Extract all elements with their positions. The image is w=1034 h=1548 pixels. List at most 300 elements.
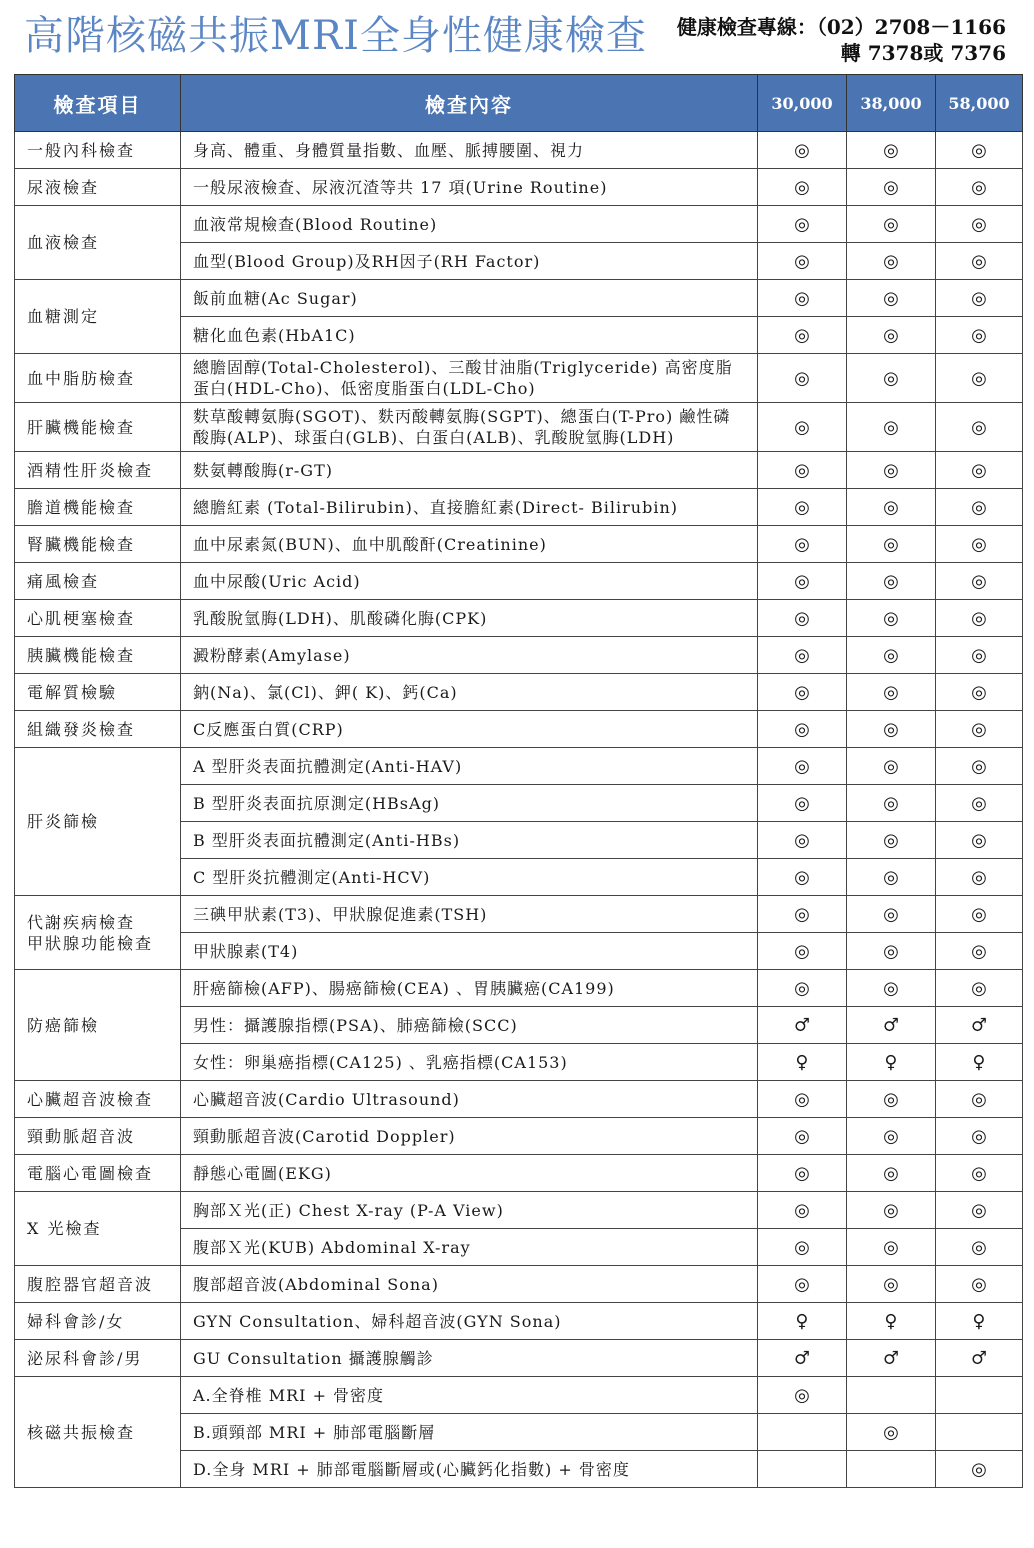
page-header: [0, 0, 1034, 74]
package-mark-cell-3: [936, 1192, 1023, 1229]
table-row: [15, 169, 1023, 206]
exam-item-label: 胰臟機能檢查: [27, 645, 136, 665]
included-icon: ◎: [883, 459, 899, 481]
included-icon: ◎: [794, 1199, 810, 1221]
package-mark-cell-1: [758, 1266, 847, 1303]
package-mark-cell-1: [758, 785, 847, 822]
package-mark-cell-2: [847, 785, 936, 822]
included-icon: ◎: [971, 176, 987, 198]
included-icon: ◎: [971, 1273, 987, 1295]
table-row: [15, 452, 1023, 489]
exam-item-label: 甲狀腺功能檢查: [27, 933, 154, 953]
package-mark-cell-1: [758, 280, 847, 317]
package-mark-cell-2: [847, 280, 936, 317]
package-mark-cell-3: [936, 1303, 1023, 1340]
package-mark-cell-1: [758, 711, 847, 748]
package-mark-cell-3: [936, 1155, 1023, 1192]
exam-content-cell: A.全脊椎 MRI + 骨密度: [181, 1377, 758, 1414]
male-icon: ♂: [970, 1347, 988, 1369]
package-mark-cell-1: [758, 1044, 847, 1081]
package-mark-cell-2: [847, 1081, 936, 1118]
exam-content-cell: 總膽固醇(Total-Cholesterol)、三酸甘油脂(Triglyceride) 高密度脂蛋白(HDL-Cho)、低密度脂蛋白(LDL-Cho): [181, 354, 758, 403]
table-row: [15, 674, 1023, 711]
exam-item-label: 代謝疾病檢查: [27, 912, 136, 932]
exam-item-cell: [15, 1340, 181, 1377]
exam-item-cell: [15, 674, 181, 711]
package-mark-cell-2: [847, 637, 936, 674]
exam-item-label: 腹腔器官超音波: [27, 1274, 154, 1294]
package-mark-cell-3: [936, 1081, 1023, 1118]
male-icon: ♂: [882, 1014, 900, 1036]
exam-item-label: 酒精性肝炎檢查: [27, 460, 154, 480]
exam-content-cell: 澱粉酵素(Amylase): [181, 637, 758, 674]
male-icon: ♂: [970, 1014, 988, 1036]
package-mark-cell-2: [847, 1044, 936, 1081]
exam-item-cell: [15, 1266, 181, 1303]
included-icon: ◎: [794, 977, 810, 999]
table-row: [15, 132, 1023, 169]
table-row: [15, 1266, 1023, 1303]
exam-content-cell: 三碘甲狀素(T3)、甲狀腺促進素(TSH): [181, 896, 758, 933]
package-mark-cell-3: [936, 1340, 1023, 1377]
table-row: [15, 1340, 1023, 1377]
exam-item-cell: [15, 970, 181, 1081]
exam-content-cell: B.頭頸部 MRI + 肺部電腦斷層: [181, 1414, 758, 1451]
table-header-row: [15, 75, 1023, 132]
table-row: [15, 403, 1023, 452]
included-icon: ◎: [883, 533, 899, 555]
exam-item-cell: [15, 563, 181, 600]
included-icon: ◎: [794, 416, 810, 438]
exam-item-cell: [15, 896, 181, 970]
included-icon: ◎: [883, 213, 899, 235]
package-mark-cell-3: [936, 674, 1023, 711]
table-row: [15, 600, 1023, 637]
package-mark-cell-3: [936, 169, 1023, 206]
included-icon: ◎: [794, 792, 810, 814]
package-mark-cell-2: [847, 711, 936, 748]
package-mark-cell-2: [847, 822, 936, 859]
package-mark-cell-1: [758, 1414, 847, 1451]
table-row: [15, 206, 1023, 243]
male-icon: ♂: [793, 1347, 811, 1369]
included-icon: ◎: [883, 496, 899, 518]
exam-item-cell: [15, 403, 181, 452]
page-title: 高階核磁共振MRI全身性健康檢查: [24, 13, 647, 59]
exam-content-cell: 乳酸脫氫脢(LDH)、肌酸磷化脢(CPK): [181, 600, 758, 637]
exam-content-cell: C反應蛋白質(CRP): [181, 711, 758, 748]
exam-content-cell: 血中尿酸(Uric Acid): [181, 563, 758, 600]
included-icon: ◎: [971, 287, 987, 309]
package-mark-cell-1: [758, 132, 847, 169]
exam-item-label: 血中脂肪檢查: [27, 368, 136, 388]
exam-item-label: 血液檢查: [27, 233, 100, 252]
exam-item-label: 防癌篩檢: [27, 1015, 100, 1035]
included-icon: ◎: [971, 940, 987, 962]
package-mark-cell-3: [936, 1229, 1023, 1266]
package-mark-cell-2: [847, 132, 936, 169]
included-icon: ◎: [883, 829, 899, 851]
table-row: [15, 1377, 1023, 1414]
included-icon: ◎: [971, 1088, 987, 1110]
male-icon: ♂: [882, 1347, 900, 1369]
package-mark-cell-3: [936, 637, 1023, 674]
included-icon: ◎: [971, 903, 987, 925]
included-icon: ◎: [971, 977, 987, 999]
table-row: [15, 280, 1023, 317]
exam-content-cell: A 型肝炎表面抗體測定(Anti-HAV): [181, 748, 758, 785]
package-mark-cell-3: [936, 748, 1023, 785]
included-icon: ◎: [971, 607, 987, 629]
package-mark-cell-1: [758, 354, 847, 403]
package-mark-cell-2: [847, 526, 936, 563]
included-icon: ◎: [883, 139, 899, 161]
included-icon: ◎: [883, 1236, 899, 1258]
exam-item-label: 肝炎篩檢: [27, 812, 100, 831]
package-mark-cell-1: [758, 1155, 847, 1192]
included-icon: ◎: [883, 940, 899, 962]
package-mark-cell-2: [847, 1340, 936, 1377]
exam-content-cell: 心臟超音波(Cardio Ultrasound): [181, 1081, 758, 1118]
included-icon: ◎: [883, 1162, 899, 1184]
column-header-price-1: 30,000: [758, 75, 847, 132]
exam-item-label: 痛風檢查: [27, 571, 100, 591]
package-mark-cell-1: [758, 403, 847, 452]
package-mark-cell-3: [936, 206, 1023, 243]
included-icon: ◎: [794, 940, 810, 962]
male-icon: ♂: [793, 1014, 811, 1036]
package-mark-cell-2: [847, 489, 936, 526]
included-icon: ◎: [883, 250, 899, 272]
package-mark-cell-1: [758, 748, 847, 785]
package-mark-cell-3: [936, 403, 1023, 452]
included-icon: ◎: [883, 755, 899, 777]
included-icon: ◎: [794, 681, 810, 703]
package-mark-cell-2: [847, 674, 936, 711]
included-icon: ◎: [971, 755, 987, 777]
package-mark-cell-2: [847, 933, 936, 970]
exam-content-cell: GYN Consultation、婦科超音波(GYN Sona): [181, 1303, 758, 1340]
table-row: [15, 970, 1023, 1007]
exam-item-label: 肝臟機能檢查: [27, 417, 136, 437]
table-row: [15, 1303, 1023, 1340]
package-mark-cell-3: [936, 1044, 1023, 1081]
exam-item-cell: [15, 1155, 181, 1192]
package-mark-cell-2: [847, 1155, 936, 1192]
package-mark-cell-3: [936, 600, 1023, 637]
package-mark-cell-3: [936, 132, 1023, 169]
package-mark-cell-1: [758, 600, 847, 637]
exam-item-label: 尿液檢查: [27, 177, 100, 197]
included-icon: ◎: [883, 718, 899, 740]
package-mark-cell-2: [847, 403, 936, 452]
package-mark-cell-1: [758, 243, 847, 280]
exam-item-label: 心肌梗塞檢查: [27, 608, 136, 628]
included-icon: ◎: [971, 139, 987, 161]
female-icon: ♀: [972, 1310, 986, 1332]
exam-item-label: 腎臟機能檢查: [27, 534, 136, 554]
exam-content-cell: 飯前血糖(Ac Sugar): [181, 280, 758, 317]
included-icon: ◎: [883, 1199, 899, 1221]
package-mark-cell-2: [847, 1414, 936, 1451]
exam-item-label: 組織發炎檢查: [27, 719, 136, 739]
package-mark-cell-2: [847, 1377, 936, 1414]
package-mark-cell-2: [847, 243, 936, 280]
included-icon: ◎: [794, 1125, 810, 1147]
exam-content-cell: 胸部Ｘ光(正) Chest X-ray (P-A View): [181, 1192, 758, 1229]
included-icon: ◎: [883, 1421, 899, 1443]
package-mark-cell-1: [758, 822, 847, 859]
package-mark-cell-3: [936, 243, 1023, 280]
package-mark-cell-2: [847, 1192, 936, 1229]
package-mark-cell-3: [936, 822, 1023, 859]
included-icon: ◎: [971, 250, 987, 272]
exam-item-label: 電腦心電圖檢查: [27, 1163, 154, 1183]
included-icon: ◎: [883, 416, 899, 438]
included-icon: ◎: [971, 1458, 987, 1480]
exam-content-cell: C 型肝炎抗體測定(Anti-HCV): [181, 859, 758, 896]
package-mark-cell-3: [936, 785, 1023, 822]
exam-content-cell: 血中尿素氮(BUN)、血中肌酸酐(Creatinine): [181, 526, 758, 563]
package-mark-cell-3: [936, 526, 1023, 563]
included-icon: ◎: [971, 367, 987, 389]
included-icon: ◎: [794, 1236, 810, 1258]
included-icon: ◎: [794, 644, 810, 666]
exam-content-cell: 總膽紅素 (Total-Bilirubin)、直接膽紅素(Direct- Bilirubin): [181, 489, 758, 526]
exam-item-cell: [15, 1377, 181, 1488]
included-icon: ◎: [794, 459, 810, 481]
exam-item-label: 核磁共振檢查: [27, 1422, 136, 1442]
package-mark-cell-3: [936, 970, 1023, 1007]
package-mark-cell-2: [847, 354, 936, 403]
included-icon: ◎: [883, 607, 899, 629]
table-row: [15, 563, 1023, 600]
package-mark-cell-2: [847, 970, 936, 1007]
included-icon: ◎: [971, 324, 987, 346]
package-mark-cell-3: [936, 452, 1023, 489]
table-row: [15, 526, 1023, 563]
package-mark-cell-2: [847, 169, 936, 206]
exam-content-cell: 鈉(Na)、氯(Cl)、鉀( K)、鈣(Ca): [181, 674, 758, 711]
exam-item-label: 心臟超音波檢查: [27, 1089, 154, 1109]
table-row: [15, 637, 1023, 674]
package-mark-cell-1: [758, 489, 847, 526]
exam-item-cell: [15, 1303, 181, 1340]
exam-content-cell: 血液常規檢查(Blood Routine): [181, 206, 758, 243]
included-icon: ◎: [971, 213, 987, 235]
package-mark-cell-1: [758, 933, 847, 970]
table-row: [15, 711, 1023, 748]
exam-item-cell: [15, 1118, 181, 1155]
exam-content-cell: 靜態心電圖(EKG): [181, 1155, 758, 1192]
checkup-table: [14, 74, 1023, 1488]
column-header-content: 檢查內容: [181, 75, 758, 132]
package-mark-cell-2: [847, 1118, 936, 1155]
exam-item-label: 泌尿科會診/男: [27, 1348, 143, 1368]
included-icon: ◎: [971, 496, 987, 518]
exam-content-cell: 甲狀腺素(T4): [181, 933, 758, 970]
package-mark-cell-3: [936, 354, 1023, 403]
package-mark-cell-2: [847, 859, 936, 896]
package-mark-cell-3: [936, 1007, 1023, 1044]
included-icon: ◎: [883, 903, 899, 925]
package-mark-cell-1: [758, 526, 847, 563]
package-mark-cell-1: [758, 1229, 847, 1266]
exam-item-cell: [15, 169, 181, 206]
included-icon: ◎: [883, 792, 899, 814]
package-mark-cell-3: [936, 1451, 1023, 1488]
package-mark-cell-2: [847, 206, 936, 243]
included-icon: ◎: [971, 866, 987, 888]
exam-content-cell: 麩氨轉酸脢(r-GT): [181, 452, 758, 489]
female-icon: ♀: [795, 1051, 809, 1073]
included-icon: ◎: [883, 644, 899, 666]
included-icon: ◎: [971, 829, 987, 851]
female-icon: ♀: [972, 1051, 986, 1073]
exam-item-cell: [15, 637, 181, 674]
column-header-price-3: 58,000: [936, 75, 1023, 132]
included-icon: ◎: [794, 139, 810, 161]
package-mark-cell-1: [758, 317, 847, 354]
exam-item-cell: [15, 206, 181, 280]
exam-content-cell: 血型(Blood Group)及RH因子(RH Factor): [181, 243, 758, 280]
included-icon: ◎: [883, 287, 899, 309]
package-mark-cell-2: [847, 1007, 936, 1044]
package-mark-cell-2: [847, 748, 936, 785]
package-mark-cell-1: [758, 1118, 847, 1155]
included-icon: ◎: [794, 533, 810, 555]
exam-content-cell: D.全身 MRI + 肺部電腦斷層或(心臟鈣化指數) + 骨密度: [181, 1451, 758, 1488]
included-icon: ◎: [883, 367, 899, 389]
included-icon: ◎: [883, 324, 899, 346]
exam-item-cell: [15, 452, 181, 489]
included-icon: ◎: [883, 176, 899, 198]
exam-item-cell: [15, 354, 181, 403]
table-row: [15, 896, 1023, 933]
table-row: [15, 1155, 1023, 1192]
included-icon: ◎: [971, 533, 987, 555]
exam-item-label: 電解質檢驗: [27, 682, 118, 702]
included-icon: ◎: [971, 644, 987, 666]
package-mark-cell-3: [936, 317, 1023, 354]
included-icon: ◎: [794, 755, 810, 777]
included-icon: ◎: [971, 416, 987, 438]
package-mark-cell-2: [847, 1266, 936, 1303]
included-icon: ◎: [794, 496, 810, 518]
included-icon: ◎: [883, 570, 899, 592]
included-icon: ◎: [794, 213, 810, 235]
exam-item-cell: [15, 280, 181, 354]
exam-item-cell: [15, 1192, 181, 1266]
exam-content-cell: 女性：卵巢癌指標(CA125) 、乳癌指標(CA153): [181, 1044, 758, 1081]
package-mark-cell-1: [758, 970, 847, 1007]
included-icon: ◎: [971, 1199, 987, 1221]
exam-content-cell: 男性：攝護腺指標(PSA)、肺癌篩檢(SCC): [181, 1007, 758, 1044]
included-icon: ◎: [883, 681, 899, 703]
table-row: [15, 1192, 1023, 1229]
hotline-extension: 轉 7378或 7376: [840, 41, 1006, 65]
female-icon: ♀: [884, 1051, 898, 1073]
package-mark-cell-2: [847, 452, 936, 489]
exam-item-label: 婦科會診/女: [27, 1311, 125, 1331]
included-icon: ◎: [794, 324, 810, 346]
package-mark-cell-1: [758, 1451, 847, 1488]
included-icon: ◎: [883, 1088, 899, 1110]
included-icon: ◎: [971, 718, 987, 740]
exam-content-cell: 麩草酸轉氨脢(SGOT)、麩丙酸轉氨脢(SGPT)、總蛋白(T-Pro) 鹼性磷酸脢(ALP)、球蛋白(GLB)、白蛋白(ALB)、乳酸脫氫脢(LDH): [181, 403, 758, 452]
included-icon: ◎: [794, 570, 810, 592]
package-mark-cell-2: [847, 563, 936, 600]
package-mark-cell-3: [936, 1377, 1023, 1414]
package-mark-cell-2: [847, 896, 936, 933]
column-header-item: 檢查項目: [15, 75, 181, 132]
package-mark-cell-1: [758, 859, 847, 896]
included-icon: ◎: [971, 459, 987, 481]
table-body: [15, 132, 1023, 1488]
table-row: [15, 489, 1023, 526]
package-mark-cell-2: [847, 1451, 936, 1488]
package-mark-cell-1: [758, 169, 847, 206]
package-mark-cell-3: [936, 711, 1023, 748]
included-icon: ◎: [794, 1088, 810, 1110]
package-mark-cell-1: [758, 1007, 847, 1044]
exam-content-cell: 身高、體重、身體質量指數、血壓、脈搏腰圍、視力: [181, 132, 758, 169]
hotline-info: [677, 14, 1006, 66]
package-mark-cell-3: [936, 489, 1023, 526]
package-mark-cell-2: [847, 600, 936, 637]
included-icon: ◎: [794, 367, 810, 389]
package-mark-cell-1: [758, 1340, 847, 1377]
package-mark-cell-3: [936, 1118, 1023, 1155]
package-mark-cell-1: [758, 452, 847, 489]
included-icon: ◎: [794, 866, 810, 888]
package-mark-cell-3: [936, 563, 1023, 600]
included-icon: ◎: [794, 1384, 810, 1406]
package-mark-cell-1: [758, 896, 847, 933]
exam-item-label: 一般內科檢查: [27, 140, 136, 160]
package-mark-cell-1: [758, 1377, 847, 1414]
exam-content-cell: 糖化血色素(HbA1C): [181, 317, 758, 354]
table-row: [15, 1118, 1023, 1155]
included-icon: ◎: [971, 1162, 987, 1184]
exam-item-cell: [15, 711, 181, 748]
included-icon: ◎: [794, 829, 810, 851]
exam-content-cell: B 型肝炎表面抗原測定(HBsAg): [181, 785, 758, 822]
package-mark-cell-3: [936, 1266, 1023, 1303]
column-header-price-2: 38,000: [847, 75, 936, 132]
exam-item-label: 血糖測定: [27, 307, 100, 326]
package-mark-cell-1: [758, 563, 847, 600]
exam-item-label: 頸動脈超音波: [27, 1126, 136, 1146]
female-icon: ♀: [795, 1310, 809, 1332]
package-mark-cell-1: [758, 674, 847, 711]
included-icon: ◎: [794, 1162, 810, 1184]
included-icon: ◎: [883, 977, 899, 999]
package-mark-cell-1: [758, 1303, 847, 1340]
included-icon: ◎: [971, 1125, 987, 1147]
included-icon: ◎: [794, 287, 810, 309]
included-icon: ◎: [883, 1125, 899, 1147]
exam-item-cell: [15, 748, 181, 896]
included-icon: ◎: [794, 176, 810, 198]
package-mark-cell-1: [758, 1192, 847, 1229]
exam-content-cell: 腹部Ｘ光(KUB) Abdominal X-ray: [181, 1229, 758, 1266]
hotline-phone: 健康檢查專線：（02）2708－1166: [676, 15, 1006, 39]
table-row: [15, 354, 1023, 403]
package-mark-cell-3: [936, 280, 1023, 317]
exam-item-cell: [15, 489, 181, 526]
package-mark-cell-3: [936, 859, 1023, 896]
